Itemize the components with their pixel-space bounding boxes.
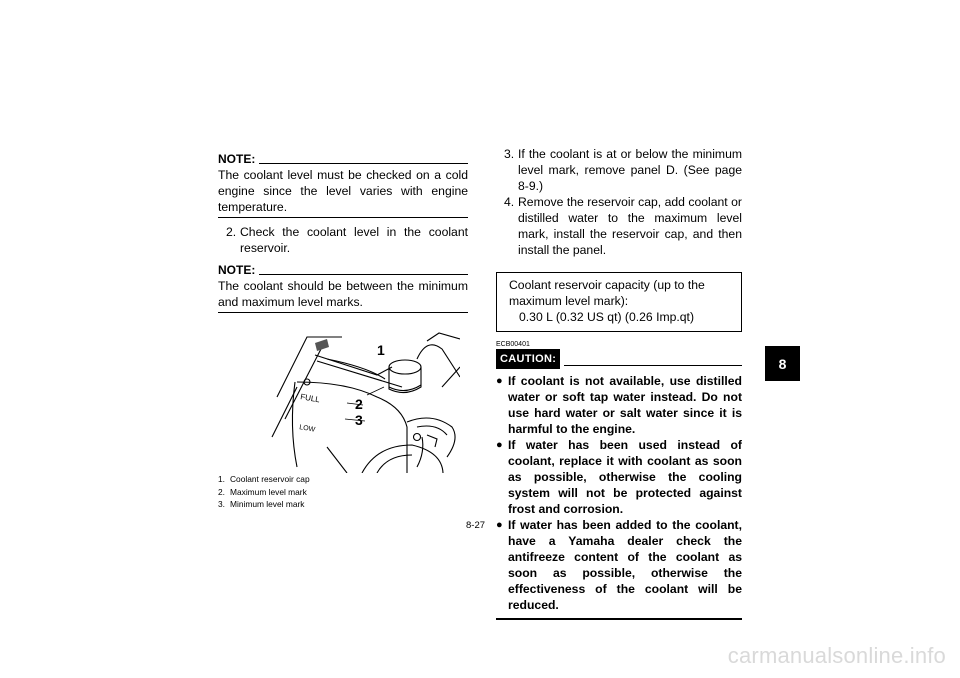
note-label: NOTE: [218,152,256,166]
callout-1: 1 [377,342,385,358]
caution-text: If water has been used instead of coolant, replace it with coolant as soon as possible, otherwise the cooling system will not be protected against frost and corrosion. [508,438,742,516]
bullet-icon: ● [496,519,503,531]
bullet-icon: ● [496,375,503,387]
step-number: 4. [504,195,515,209]
spec-value: 0.30 L (0.32 US qt) (0.26 Imp.qt) [519,310,694,324]
note-end-rule [218,312,468,313]
caption-item [218,486,468,499]
full-mark: FULL [299,392,321,405]
reservoir-drawing [267,327,460,473]
caption-text: Maximum level mark [230,486,307,497]
page-number: 8-27 [466,520,486,531]
note-heading [218,151,468,167]
bullet-icon: ● [496,439,503,451]
callout-2: 2 [355,396,363,412]
step-text: If the coolant is at or below the minimum level mark, remove panel D. (See page 8-9.) [518,147,742,193]
caption-item [218,473,468,486]
caution-list [496,373,742,613]
note-heading [218,262,468,278]
note-text: The coolant should be between the minimum and maximum level marks. [218,279,468,309]
coolant-reservoir-illustration [267,327,460,473]
caption-text: Minimum level mark [230,499,305,509]
caption-number: 3. [218,499,225,509]
capacity-spec-box [496,272,742,332]
callout-3: 3 [355,412,363,428]
right-column [496,146,742,620]
note-rule [259,274,468,275]
step-3 [496,146,742,194]
step-number: 2. [226,225,237,239]
low-mark: LOW [298,424,316,434]
step-2 [218,224,468,256]
step-text: Remove the reservoir cap, add coolant or distilled water to the maximum level mark, install the reservoir cap, and then install the panel. [518,195,742,257]
figure-captions [218,473,468,511]
caption-item [218,498,468,511]
note-text: The coolant level must be checked on a cold engine since the level varies with engine temperature. [218,168,468,214]
caution-heading [496,349,742,369]
caution-rule [564,365,742,366]
left-column [218,151,468,511]
caution-text: If water has been added to the coolant, have a Yamaha dealer check the antifreeze content of the coolant as soon as possible, otherwise the effectiveness of the coolant will be reduced. [508,518,742,612]
caption-text: Coolant reservoir cap [230,474,310,484]
step-4 [496,194,742,258]
step-text: Check the coolant level in the coolant reservoir. [240,225,468,255]
caution-badge: CAUTION: [496,349,560,369]
caution-text: If coolant is not available, use distilled water or soft tap water instead. Do not use hard water or salt water since it is harmful to the engine. [508,374,742,436]
caution-item [496,517,742,613]
caption-number: 2. [218,486,225,497]
note-end-rule [218,217,468,218]
caption-number: 1. [218,474,225,484]
chapter-tab: 8 [765,346,800,381]
caution-code: ECB00401 [496,341,530,348]
caution-item [496,373,742,437]
caution-end-rule [496,618,742,620]
watermark: carmanualsonline.info [727,643,946,668]
note-rule [259,163,468,164]
step-number: 3. [504,147,515,161]
spec-label: Coolant reservoir capacity (up to the maximum level mark): [509,278,705,308]
caution-item [496,437,742,517]
note-label: NOTE: [218,263,256,277]
